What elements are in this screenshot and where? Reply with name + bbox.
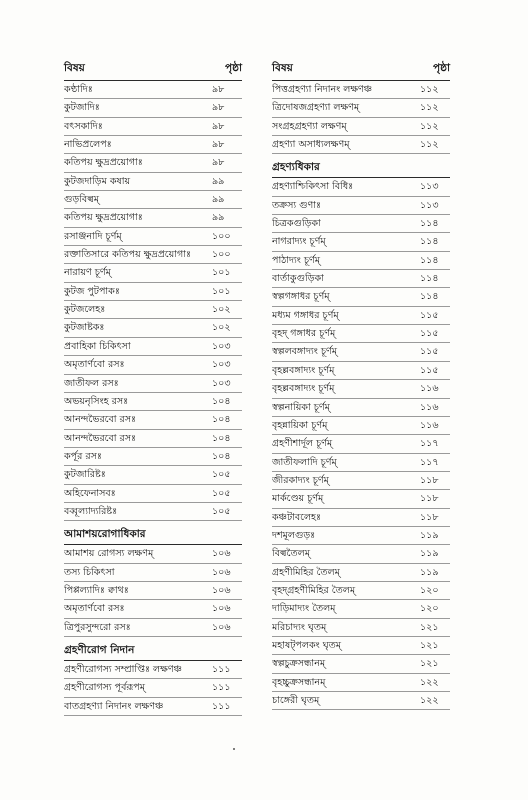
entry-page-number: ১০১	[212, 285, 231, 297]
toc-entry	[64, 246, 242, 264]
toc-entry	[64, 375, 242, 393]
entry-page-number: ১০৬	[212, 603, 231, 615]
entry-page-number: ৯৯	[212, 212, 225, 224]
toc-entry	[64, 393, 242, 411]
toc-left-rows	[64, 81, 242, 716]
toc-entry	[64, 564, 242, 582]
entry-page-number: ১০৩	[212, 340, 231, 352]
entry-title: গ্রহণীরোগস্য সম্প্রাপ্তিঃ লক্ষণঞ্চ	[64, 663, 182, 675]
entry-page-number: ১২০	[420, 584, 439, 596]
toc-entry	[272, 233, 450, 251]
toc-entry	[272, 380, 450, 398]
toc-entry	[272, 178, 450, 196]
entry-page-number: ১১৮	[420, 511, 439, 523]
entry-title: অহিফেনাসবঃ	[64, 487, 116, 499]
entry-page-number: ১২১	[420, 621, 439, 633]
entry-page-number: ১২১	[420, 658, 439, 670]
toc-entry	[64, 430, 242, 448]
entry-title: আমাশয়রোগাধিকার	[64, 528, 146, 541]
entry-title: কুটজ পুটপাকঃ	[64, 285, 120, 297]
entry-page-number: ১১৪	[420, 291, 439, 303]
entry-title: কণ্ঠাদিঃ	[64, 84, 93, 95]
toc-entry	[64, 661, 242, 679]
toc-entry	[272, 454, 450, 472]
entry-page-number: ১১২	[420, 139, 439, 151]
toc-entry	[272, 509, 450, 527]
entry-title: মহাষট্পলকং ঘৃতম্	[272, 639, 341, 651]
entry-title: বৎসকাদিঃ	[64, 120, 103, 132]
toc-entry	[272, 692, 450, 710]
toc-entry	[64, 503, 242, 521]
entry-title: জাতীফল রসঃ	[64, 377, 119, 389]
entry-page-number: ৯৮	[212, 120, 225, 132]
entry-title: অভয়নৃসিংহ রসঃ	[64, 395, 129, 407]
entry-title: চাঙ্গেরী ঘৃতম্	[272, 695, 320, 706]
entry-title: সংগ্রহগ্রহণ্যা লক্ষণম্	[272, 120, 347, 132]
entry-page-number: ১১৯	[420, 566, 439, 578]
entry-title: মার্কণ্ডেয় চূর্ণম্	[272, 493, 324, 505]
header-subject: বিষয়	[272, 62, 293, 74]
entry-page-number: ১০৬	[212, 621, 231, 633]
header-subject: বিষয়	[64, 62, 85, 74]
toc-entry	[64, 154, 242, 172]
toc-entry	[64, 283, 242, 301]
entry-page-number: ১১৬	[420, 383, 439, 395]
entry-title: স্বল্পনায়িকা চূর্ণম্	[272, 401, 330, 413]
entry-page-number: ১০৩	[212, 377, 231, 389]
toc-entry	[272, 197, 450, 215]
entry-page-number: ১০০	[212, 230, 231, 242]
entry-page-number: ১০৫	[212, 469, 231, 481]
toc-left-column	[64, 56, 242, 716]
entry-title: জীরকাদ্যং চূর্ণম্	[272, 474, 329, 486]
entry-title: বৃহচ্চুক্রসন্ধানম্	[272, 676, 326, 688]
entry-title: রসাঞ্জনাদি চূর্ণম্	[64, 230, 122, 242]
toc-entry	[64, 301, 242, 319]
section-heading	[64, 640, 242, 661]
entry-title: তক্রস্য গুণাঃ	[272, 199, 322, 211]
toc-entry	[272, 582, 450, 600]
entry-page-number: ১১৭	[420, 456, 439, 468]
toc-entry	[272, 81, 450, 99]
entry-page-number: ১১১	[212, 663, 231, 675]
toc-entry	[64, 545, 242, 563]
toc-entry	[272, 417, 450, 435]
toc-entry	[64, 338, 242, 356]
entry-page-number: ১০২	[212, 304, 231, 316]
entry-page-number: ১১৪	[420, 273, 439, 285]
entry-title: বৃহদ্ গঙ্গাধর চূর্ণম্	[272, 328, 336, 340]
entry-page-number: ৯৮	[212, 102, 225, 114]
entry-title: স্বল্পগঙ্গাধর চূর্ণম্	[272, 291, 330, 303]
toc-right-rows	[272, 81, 450, 710]
toc-entry	[272, 472, 450, 490]
toc-entry	[64, 600, 242, 618]
entry-title: দাড়িমাদ্যং তৈলম্	[272, 603, 336, 615]
entry-title: স্বল্পলবঙ্গাদ্যং চূর্ণম্	[272, 346, 337, 358]
entry-title: গ্রহণীরোগ নিদান	[64, 643, 135, 656]
toc-header	[272, 56, 450, 81]
toc-entry	[272, 343, 450, 361]
entry-title: রক্তাতিসারে কতিপয় ক্ষুদ্রপ্রয়োগাঃ	[64, 249, 192, 261]
toc-entry	[272, 637, 450, 655]
entry-title: গ্রহণীমিহির তৈলম্	[272, 566, 340, 578]
entry-page-number: ১১৯	[420, 548, 439, 560]
entry-page-number: ১১৫	[420, 346, 439, 358]
entry-title: আনন্দভৈরবো রসঃ	[64, 414, 137, 426]
entry-page-number: ১১৪	[420, 254, 439, 266]
toc-entry	[64, 173, 242, 191]
entry-page-number: ১১৩	[420, 199, 439, 211]
entry-title: পাঠাদ্যং চূর্ণম্	[272, 254, 321, 266]
toc-entry	[64, 319, 242, 337]
toc-entry	[272, 564, 450, 582]
toc-entry	[272, 288, 450, 306]
entry-page-number: ১১৩	[420, 181, 439, 193]
entry-page-number: ১১৫	[420, 309, 439, 321]
toc-entry	[272, 600, 450, 618]
entry-title: বৃহন্নায়িকা চূর্ণম্	[272, 419, 328, 431]
entry-title: মধ্যম গঙ্গাধর চূর্ণম্	[272, 309, 339, 321]
entry-page-number: ১১৪	[420, 218, 439, 230]
entry-title: বৃহদ্গ্রহণীমিহির তৈলম্	[272, 584, 356, 596]
toc-entry	[64, 228, 242, 246]
entry-title: দশমূলগুড়ঃ	[272, 529, 316, 541]
toc-entry	[64, 411, 242, 429]
entry-page-number: ১০৬	[212, 584, 231, 596]
entry-title: গ্রহণ্যাশ্চিকিৎসা বিধিঃ	[272, 181, 354, 193]
entry-page-number: ১০৬	[212, 548, 231, 560]
toc-entry	[272, 252, 450, 270]
entry-page-number: ১১২	[420, 102, 439, 114]
entry-title: গ্রহণ্যা অসাধ্যলক্ষণম্	[272, 139, 350, 151]
entry-title: কুটজারিষ্টঃ	[64, 469, 106, 481]
entry-page-number: ৯৮	[212, 157, 225, 169]
entry-page-number: ১২২	[420, 676, 439, 688]
entry-page-number: ১০১	[212, 267, 231, 279]
entry-page-number: ১০৪	[212, 395, 231, 407]
entry-page-number: ১১৮	[420, 474, 439, 486]
entry-title: কুটজলেহঃ	[64, 304, 106, 316]
toc-right-column	[272, 56, 450, 710]
toc-entry	[64, 448, 242, 466]
entry-page-number: ১১৮	[420, 493, 439, 505]
entry-title: মরিচাদ্যং ঘৃতম্	[272, 621, 327, 633]
toc-entry	[272, 325, 450, 343]
toc-entry	[64, 264, 242, 282]
entry-page-number: ৯৮	[212, 139, 225, 151]
entry-page-number: ১১৫	[420, 328, 439, 340]
entry-title: গ্রহণীশার্দূল চূর্ণম্	[272, 438, 333, 450]
entry-title: জাতীফলাদি চূর্ণম্	[272, 456, 337, 468]
entry-page-number: ৯৯	[212, 175, 225, 187]
entry-page-number: ১০৫	[212, 487, 231, 499]
entry-page-number: ১১৬	[420, 401, 439, 413]
entry-page-number: ১০৪	[212, 414, 231, 426]
entry-page-number: ১০৩	[212, 359, 231, 371]
toc-entry	[64, 118, 242, 136]
toc-entry	[272, 215, 450, 233]
section-heading	[64, 524, 242, 545]
toc-entry	[272, 399, 450, 417]
entry-title: পিপ্পল্যাদিঃ ক্বাথঃ	[64, 584, 129, 596]
entry-page-number: ৯৯	[212, 194, 225, 206]
toc-entry	[64, 81, 242, 99]
toc-entry	[64, 679, 242, 697]
entry-title: বব্বূল্যাদ্যরিষ্টঃ	[64, 505, 118, 517]
entry-title: ত্রিপুরসুন্দরো রসঃ	[64, 621, 131, 633]
entry-title: আমাশয় রোগস্য লক্ষণম্	[64, 548, 154, 560]
entry-title: বিল্বতৈলম্	[272, 548, 310, 560]
entry-title: নারায়ণ চূর্ণম্	[64, 267, 111, 279]
entry-page-number: ১০২	[212, 322, 231, 334]
entry-title: তস্য চিকিৎসা	[64, 566, 115, 578]
entry-title: নাভিপ্রলেপঃ	[64, 139, 112, 151]
toc-entry	[272, 270, 450, 288]
toc-entry	[64, 466, 242, 484]
toc-header	[64, 56, 242, 81]
toc-entry	[272, 490, 450, 508]
toc-entry	[272, 99, 450, 117]
entry-page-number: ১০৪	[212, 432, 231, 444]
header-page: পৃষ্ঠা	[432, 62, 450, 74]
entry-page-number: ৯৮	[212, 84, 225, 95]
toc-entry	[64, 698, 242, 716]
toc-entry	[64, 136, 242, 154]
entry-title: পিত্তগ্রহণ্যা নিদানং লক্ষণঞ্চ	[272, 84, 373, 95]
header-page: পৃষ্ঠা	[224, 62, 242, 74]
entry-page-number: ১১৯	[420, 529, 439, 541]
entry-title: অমৃতার্ণবো রসঃ	[64, 603, 125, 615]
entry-page-number: ১২০	[420, 603, 439, 615]
entry-title: প্রবাহিকা চিকিৎসা	[64, 340, 131, 352]
toc-entry	[272, 118, 450, 136]
toc-entry	[272, 307, 450, 325]
toc-entry	[64, 191, 242, 209]
entry-title: কর্পূর রসঃ	[64, 450, 102, 462]
entry-title: নাগরাদ্যং চূর্ণম্	[272, 236, 326, 248]
entry-page-number: ১১৬	[420, 419, 439, 431]
section-heading	[272, 157, 450, 178]
entry-page-number: ১০৪	[212, 450, 231, 462]
entry-page-number: ১১৪	[420, 236, 439, 248]
entry-title: গ্রহণ্যধিকার	[272, 161, 320, 174]
toc-entry	[64, 99, 242, 117]
toc-entry	[272, 655, 450, 673]
entry-title: স্বল্পচুক্রসন্ধানম্	[272, 658, 326, 670]
toc-entry	[64, 582, 242, 600]
entry-page-number: ১১৫	[420, 364, 439, 376]
entry-page-number: ১১২	[420, 84, 439, 95]
toc-entry	[272, 362, 450, 380]
entry-page-number: ১২১	[420, 639, 439, 651]
toc-entry	[272, 674, 450, 692]
entry-title: গ্রহণীরোগস্য পূর্বরূপম্	[64, 682, 146, 694]
entry-title: বাতগ্রহণ্যা নিদানং লক্ষণঞ্চ	[64, 700, 164, 712]
entry-title: বৃহল্লবঙ্গাদ্যং চূর্ণম্	[272, 364, 335, 376]
entry-page-number: ১০০	[212, 249, 231, 261]
entry-title: কতিপয় ক্ষুদ্রপ্রয়োগাঃ	[64, 212, 143, 224]
entry-page-number: ১০৫	[212, 505, 231, 517]
toc-entry	[272, 545, 450, 563]
toc-entry	[272, 619, 450, 637]
entry-title: অমৃতার্ণবো রসঃ	[64, 359, 125, 371]
entry-page-number: ১১১	[212, 700, 231, 712]
entry-title: ত্রিদোষজগ্রহণ্যা লক্ষণম্	[272, 102, 360, 114]
print-speck	[233, 748, 235, 750]
entry-title: কতিপয় ক্ষুদ্রপ্রয়োগাঃ	[64, 157, 143, 169]
entry-page-number: ১১১	[212, 682, 231, 694]
toc-entry	[272, 435, 450, 453]
toc-entry	[272, 527, 450, 545]
entry-title: বৃহল্লবঙ্গাদ্যং চূর্ণম্	[272, 383, 335, 395]
entry-title: গুড়বিল্বম্	[64, 194, 100, 206]
entry-title: বার্তাকুগুড়িকা	[272, 273, 324, 285]
entry-page-number: ১১৭	[420, 438, 439, 450]
toc-entry	[64, 209, 242, 227]
entry-page-number: ১১২	[420, 120, 439, 132]
toc-entry	[64, 619, 242, 637]
entry-title: আনন্দভৈরবো রসঃ	[64, 432, 137, 444]
toc-entry	[64, 485, 242, 503]
entry-page-number: ১০৬	[212, 566, 231, 578]
entry-title: কুটজাষ্টকঃ	[64, 322, 105, 334]
entry-title: চিত্রকগুড়িকা	[272, 218, 321, 230]
entry-title: কুটজাদিঃ	[64, 102, 100, 114]
entry-page-number: ১২২	[420, 695, 439, 706]
toc-entry	[64, 356, 242, 374]
entry-title: কঞ্চটাবলেহঃ	[272, 511, 322, 523]
entry-title: কুটজদাড়িম কষায়	[64, 175, 131, 187]
toc-entry	[272, 136, 450, 154]
